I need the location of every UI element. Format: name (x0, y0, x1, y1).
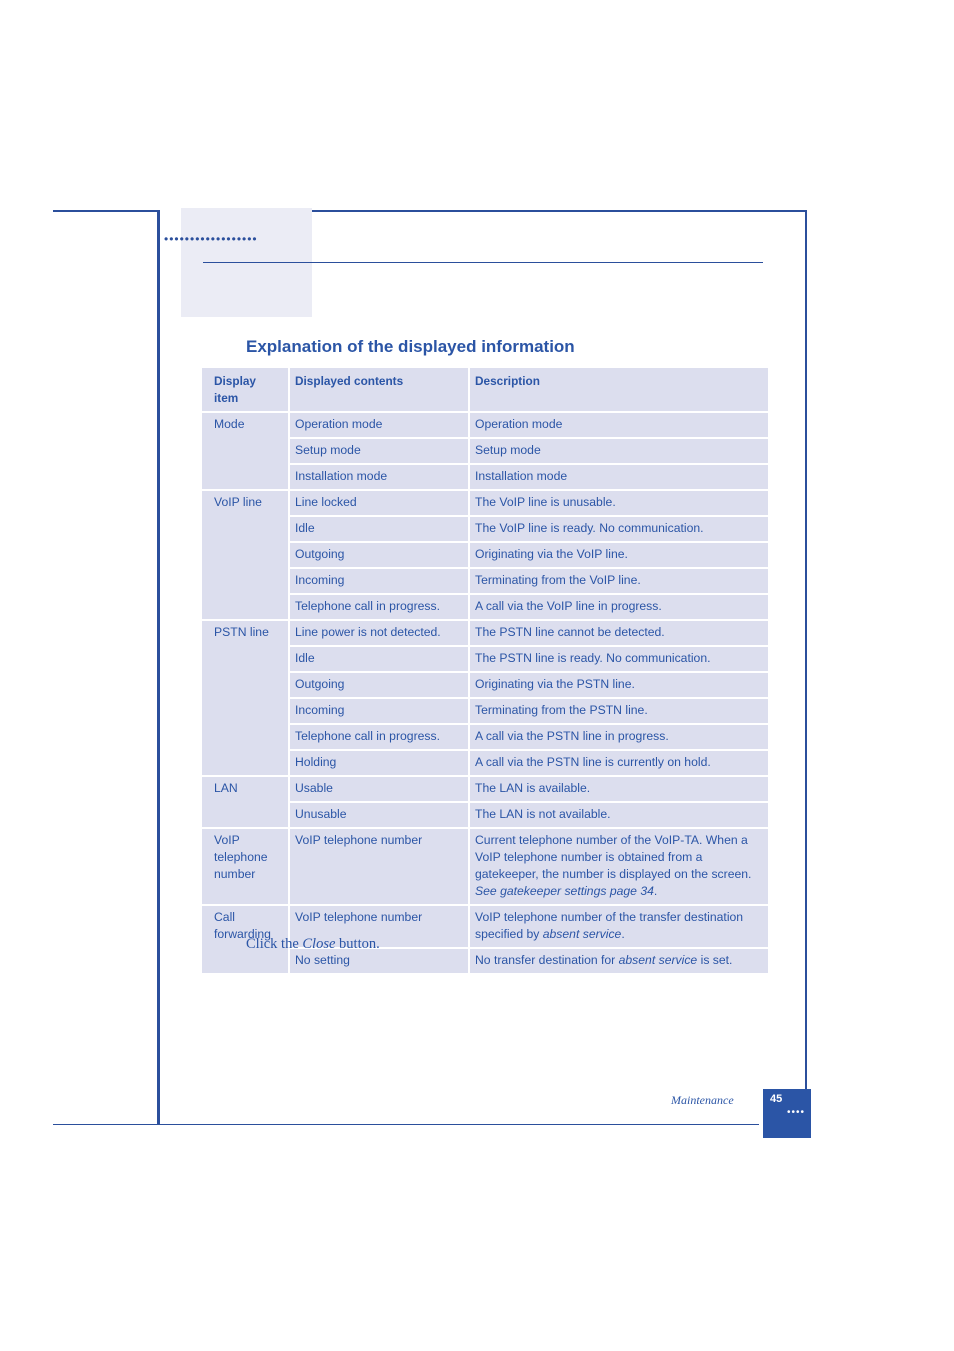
displayed-contents-cell: Outgoing (290, 543, 468, 567)
description-cell (470, 803, 768, 827)
displayed-contents-cell: Usable (290, 777, 468, 801)
display-item-cell: PSTN line (202, 621, 288, 775)
description-cell (470, 829, 768, 904)
description-cell (470, 699, 768, 723)
description-text: Current telephone number of the VoIP-TA. When a VoIP telephone number is obtained from a gatekeeper, the number is displayed on the screen. (475, 833, 752, 881)
display-item-cell: VoIP telephone number (202, 829, 288, 904)
table-body (202, 413, 768, 973)
displayed-contents-cell: Line locked (290, 491, 468, 515)
frame-top-left-rule (53, 210, 160, 212)
displayed-contents-cell: Holding (290, 751, 468, 775)
description-text: Terminating from the PSTN line. (475, 703, 648, 717)
displayed-contents-cell: Operation mode (290, 413, 468, 437)
displayed-contents-cell: Installation mode (290, 465, 468, 489)
description-text-after: is set. (700, 953, 733, 967)
description-italic-text: absent service (542, 927, 622, 941)
section-title: Explanation of the displayed information (246, 337, 575, 356)
frame-right-bar (805, 210, 807, 1090)
displayed-contents-cell: No setting (290, 949, 468, 973)
description-cell (470, 439, 768, 463)
description-cell (470, 491, 768, 515)
displayed-contents-cell: Outgoing (290, 673, 468, 697)
display-item-cell: LAN (202, 777, 288, 827)
description-text: VoIP telephone number of the transfer destination specified by (475, 910, 744, 941)
description-text: The VoIP line is unusable. (475, 495, 616, 509)
note-text-after: button. (339, 936, 380, 952)
footer-section-name: Maintenance (671, 1093, 734, 1107)
displayed-contents-cell: VoIP telephone number (290, 906, 468, 947)
displayed-contents-cell: Idle (290, 647, 468, 671)
header-rule (203, 262, 763, 263)
description-text: A call via the PSTN line in progress. (475, 729, 669, 743)
description-cell (470, 413, 768, 437)
description-cell (470, 621, 768, 645)
displayed-contents-cell: Incoming (290, 569, 468, 593)
description-text: Installation mode (475, 469, 568, 483)
description-cell (470, 949, 768, 973)
description-text: A call via the PSTN line is currently on hold. (475, 755, 711, 769)
displayed-contents-cell: VoIP telephone number (290, 829, 468, 904)
description-text: Operation mode (475, 417, 563, 431)
description-text-after: . (621, 927, 625, 941)
description-text: A call via the VoIP line in progress. (475, 599, 662, 613)
table-header-row (202, 368, 768, 411)
table-row (202, 829, 768, 904)
display-item-cell: Mode (202, 413, 288, 489)
description-italic-text: See gatekeeper settings page 34 (475, 884, 654, 898)
description-cell (470, 725, 768, 749)
description-cell (470, 647, 768, 671)
header-display-item: Display item (202, 368, 288, 411)
description-text: The LAN is available. (475, 781, 591, 795)
description-cell (470, 673, 768, 697)
description-cell (470, 465, 768, 489)
description-text: Originating via the PSTN line. (475, 677, 635, 691)
description-cell (470, 751, 768, 775)
page-number: 45 (770, 1093, 783, 1105)
displayed-contents-cell: Telephone call in progress. (290, 725, 468, 749)
info-table (200, 366, 770, 975)
note-text-before: Click the (246, 936, 299, 952)
displayed-contents-cell: Line power is not detected. (290, 621, 468, 645)
table-row (202, 621, 768, 645)
displayed-contents-cell: Setup mode (290, 439, 468, 463)
dotted-ornament: •••••••••••••••••• (164, 232, 258, 246)
description-italic-text: absent service (618, 953, 698, 967)
description-cell (470, 595, 768, 619)
description-text: The LAN is not available. (475, 807, 611, 821)
display-item-cell: VoIP line (202, 491, 288, 619)
description-text: Terminating from the VoIP line. (475, 573, 641, 587)
frame-top-right-rule (312, 210, 807, 212)
description-text: The PSTN line is ready. No communication. (475, 651, 711, 665)
frame-bottom-rule (53, 1124, 759, 1125)
frame-left-bar (157, 210, 160, 1125)
table-row (202, 777, 768, 801)
displayed-contents-cell: Telephone call in progress. (290, 595, 468, 619)
display-item-cell: Call forwarding (202, 906, 288, 973)
page-number-box (763, 1089, 811, 1138)
header-displayed-contents: Displayed contents (290, 368, 468, 411)
description-text: No transfer destination for (475, 953, 616, 967)
description-cell (470, 906, 768, 947)
header-description: Description (470, 368, 768, 411)
table-row (202, 413, 768, 437)
note-close-label: Close (302, 936, 336, 952)
description-cell (470, 517, 768, 541)
page-box-dots: •••• (787, 1107, 806, 1118)
table-row (202, 491, 768, 515)
description-cell (470, 543, 768, 567)
description-text: Originating via the VoIP line. (475, 547, 628, 561)
description-text: The VoIP line is ready. No communication. (475, 521, 704, 535)
description-text: The PSTN line cannot be detected. (475, 625, 665, 639)
description-text: Setup mode (475, 443, 541, 457)
description-cell (470, 777, 768, 801)
description-cell (470, 569, 768, 593)
displayed-contents-cell: Idle (290, 517, 468, 541)
displayed-contents-cell: Incoming (290, 699, 468, 723)
description-text-after: . (653, 884, 658, 898)
instruction-note (246, 936, 380, 953)
displayed-contents-cell: Unusable (290, 803, 468, 827)
